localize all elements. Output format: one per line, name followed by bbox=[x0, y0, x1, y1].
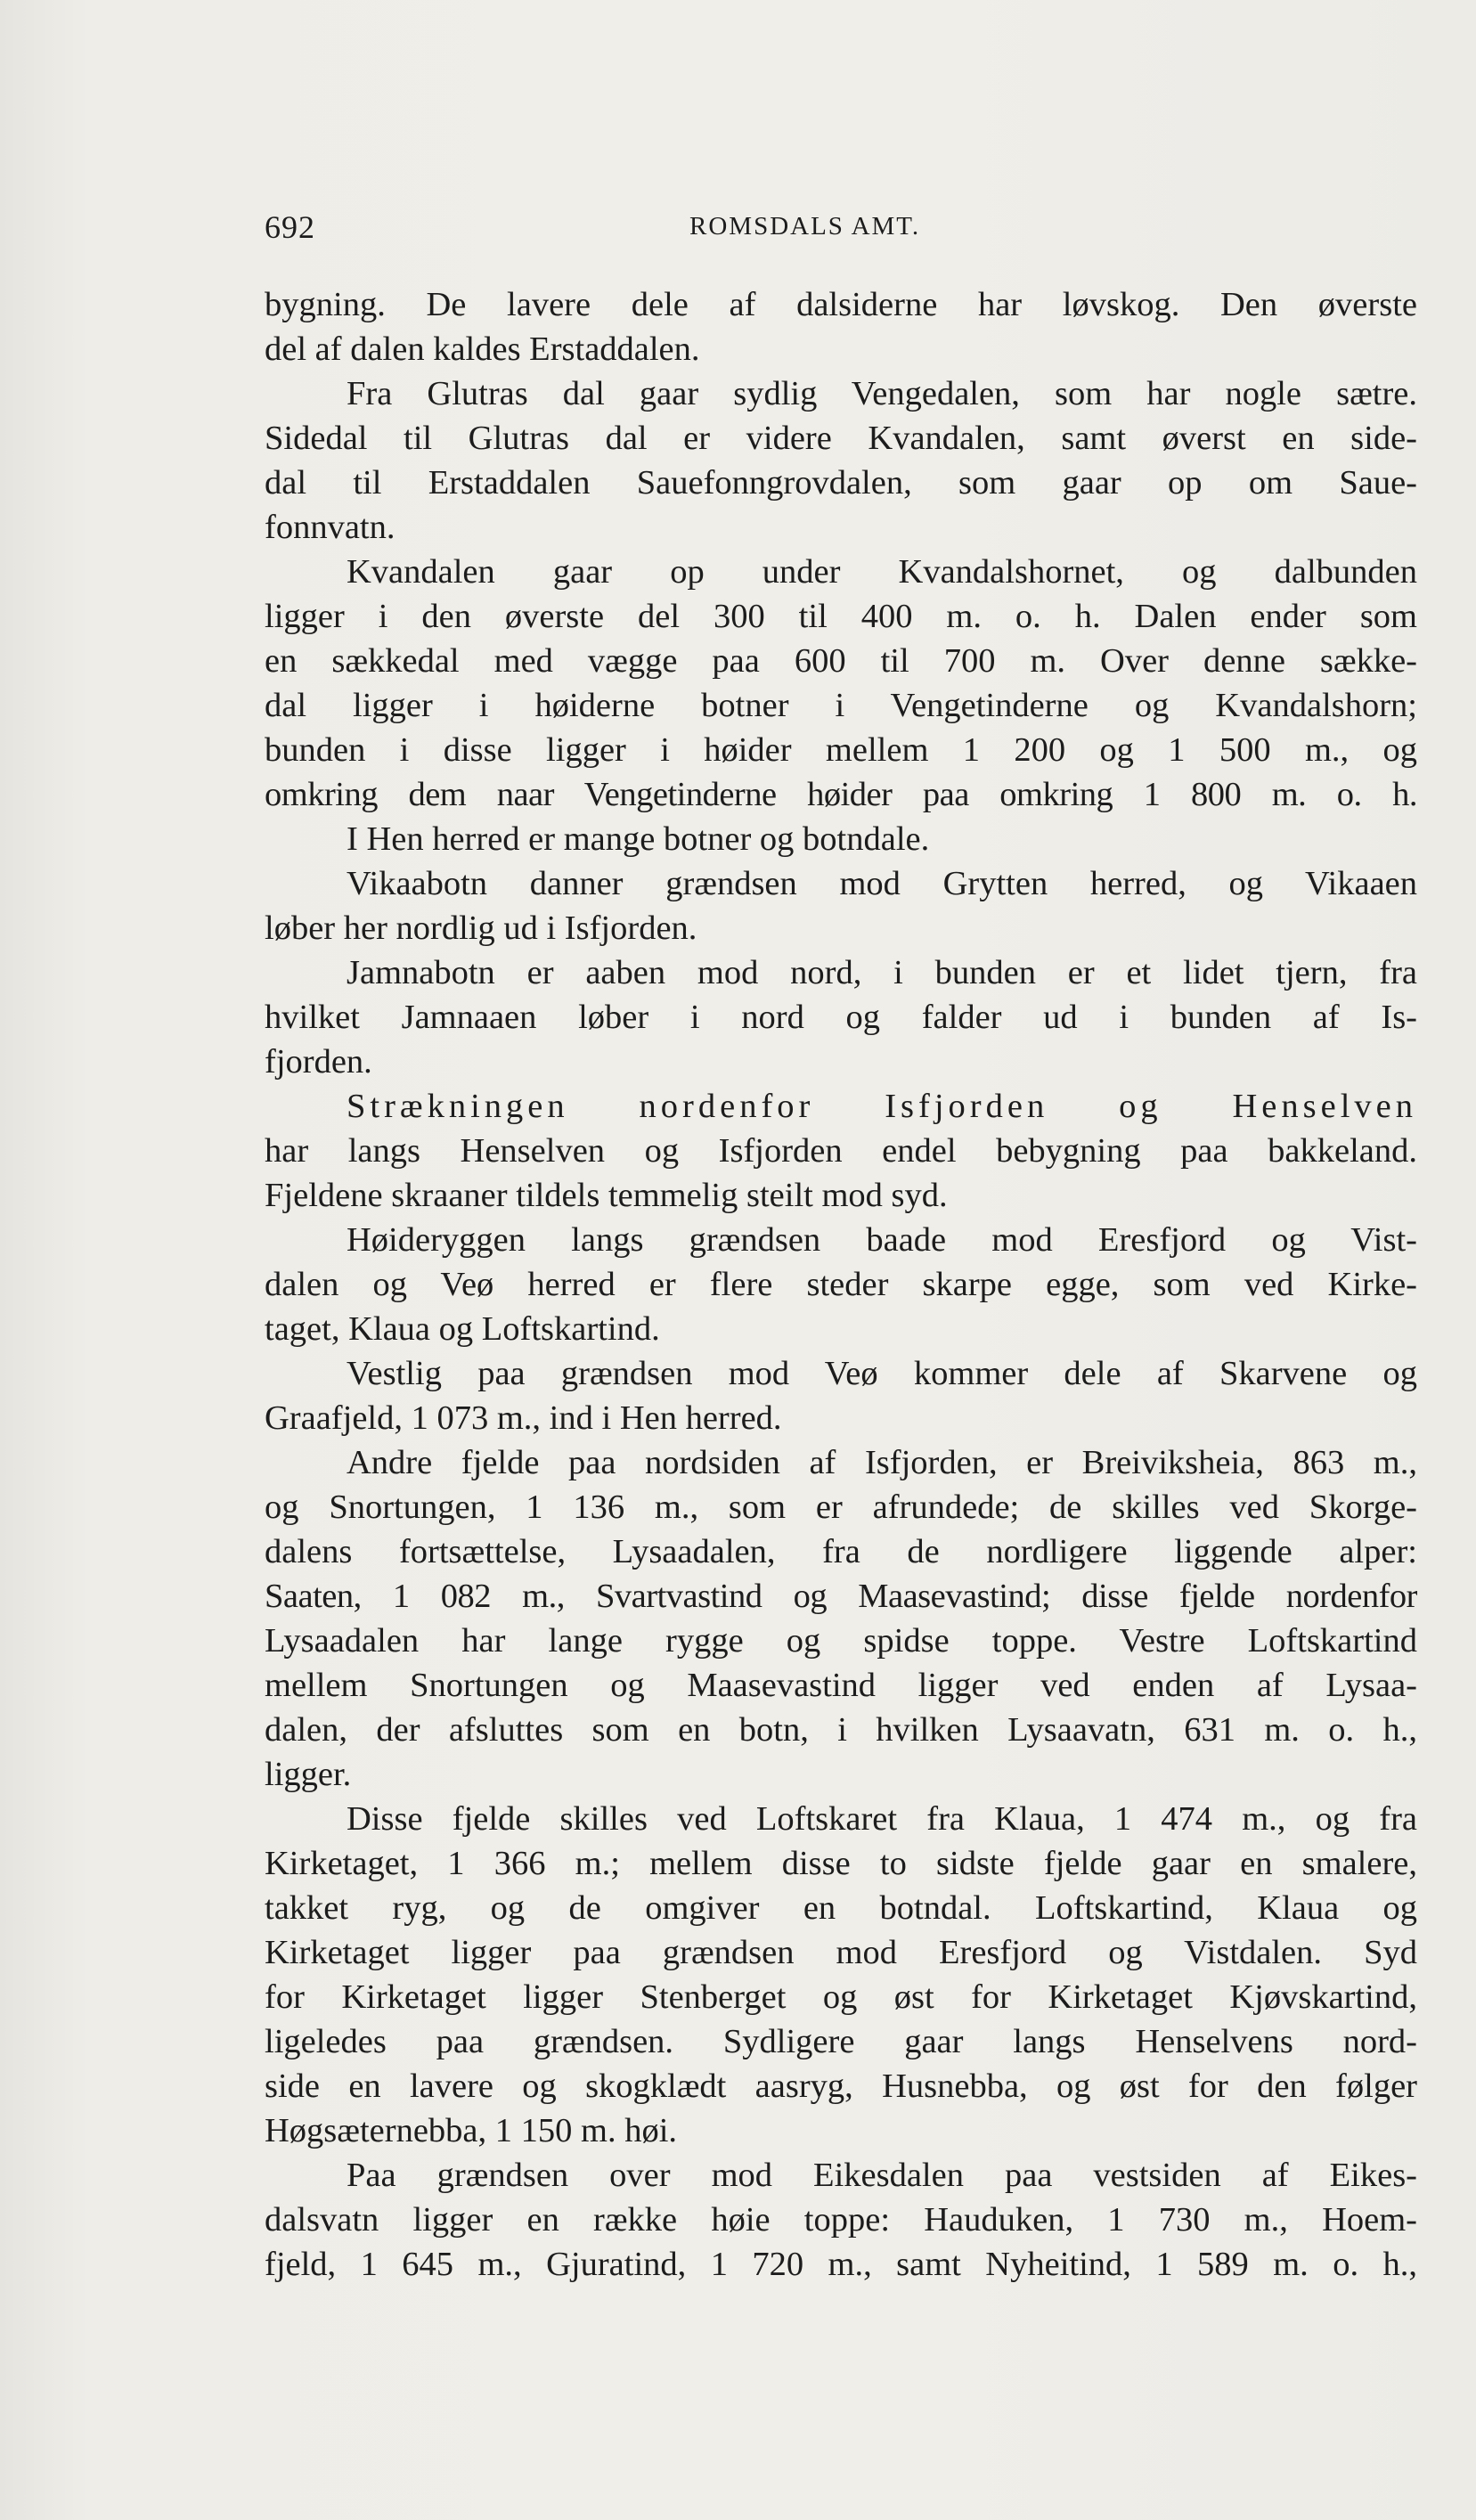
text-line: fjorden. bbox=[265, 1043, 372, 1081]
text-line: Graafjeld, 1 073 m., ind i Hen herred. bbox=[265, 1399, 782, 1437]
text-line: del af dalen kaldes Erstaddalen. bbox=[265, 330, 700, 368]
text-line: Saaten, 1 082 m., Svartvastind og Maasevastind; disse fjelde nordenfor bbox=[265, 1578, 1417, 1615]
text-line: dalen, der afsluttes som en botn, i hvilken Lysaavatn, 631 m. o. h., bbox=[265, 1711, 1417, 1749]
page-header bbox=[265, 208, 1423, 253]
text-line: Paa grændsen over mod Eikesdalen paa vestsiden af Eikes- bbox=[347, 2157, 1417, 2194]
text-line: mellem Snortungen og Maasevastind ligger ved enden af Lysaa- bbox=[265, 1667, 1417, 1704]
text-line: I Hen herred er mange botner og botndale. bbox=[347, 820, 930, 858]
text-line: Høideryggen langs grændsen baade mod Eresfjord og Vist- bbox=[347, 1221, 1417, 1259]
text-line: taget, Klaua og Loftskartind. bbox=[265, 1310, 660, 1348]
text-line: og Snortungen, 1 136 m., som er afrundede; de skilles ved Skorge- bbox=[265, 1488, 1417, 1526]
text-line: Jamnabotn er aaben mod nord, i bunden er et lidet tjern, fra bbox=[347, 954, 1417, 991]
text-line: dal til Erstaddalen Sauefonngrovdalen, som gaar op om Saue- bbox=[265, 464, 1417, 502]
text-line: Disse fjelde skilles ved Loftskaret fra Klaua, 1 474 m., og fra bbox=[347, 1800, 1417, 1838]
text-line: omkring dem naar Vengetinderne høider paa omkring 1 800 m. o. h. bbox=[265, 776, 1417, 813]
text-line: har langs Henselven og Isfjorden endel bebygning paa bakkeland. bbox=[265, 1132, 1417, 1170]
text-line: Fjeldene skraaner tildels temmelig steilt mod syd. bbox=[265, 1177, 948, 1214]
text-line: fonnvatn. bbox=[265, 509, 396, 546]
text-line: hvilket Jamnaaen løber i nord og falder ud i bunden af Is- bbox=[265, 999, 1417, 1036]
text-line: Vestlig paa grændsen mod Veø kommer dele af Skarvene og bbox=[347, 1355, 1417, 1392]
text-line: bygning. De lavere dele af dalsiderne har løvskog. Den øverste bbox=[265, 286, 1417, 323]
text-line: bunden i disse ligger i høider mellem 1 200 og 1 500 m., og bbox=[265, 731, 1417, 769]
text-line: Kirketaget, 1 366 m.; mellem disse to sidste fjelde gaar en smalere, bbox=[265, 1845, 1417, 1882]
text-line: Strækningen nordenfor Isfjorden og Henselven bbox=[347, 1088, 1417, 1125]
text-line: løber her nordlig ud i Isfjorden. bbox=[265, 909, 697, 947]
text-line: en sækkedal med vægge paa 600 til 700 m. Over denne sække- bbox=[265, 642, 1417, 680]
text-line: dalens fortsættelse, Lysaadalen, fra de nordligere liggende alper: bbox=[265, 1533, 1417, 1570]
text-line: Kvandalen gaar op under Kvandalshornet, og dalbunden bbox=[347, 553, 1417, 591]
text-line: Vikaabotn danner grændsen mod Grytten herred, og Vikaaen bbox=[347, 865, 1417, 902]
text-line: ligger. bbox=[265, 1756, 352, 1793]
text-line: ligger i den øverste del 300 til 400 m. o. h. Dalen ender som bbox=[265, 598, 1417, 635]
text-line: Sidedal til Glutras dal er videre Kvandalen, samt øverst en side- bbox=[265, 420, 1417, 457]
text-line: dalen og Veø herred er flere steder skarpe egge, som ved Kirke- bbox=[265, 1266, 1417, 1303]
text-line: side en lavere og skogklædt aasryg, Husnebba, og øst for den følger bbox=[265, 2067, 1417, 2105]
body-text bbox=[265, 282, 1417, 2287]
running-title: ROMSDALS AMT. bbox=[689, 212, 921, 241]
text-line: Fra Glutras dal gaar sydlig Vengedalen, som har nogle sætre. bbox=[347, 375, 1417, 412]
text-line: Andre fjelde paa nordsiden af Isfjorden, er Breiviksheia, 863 m., bbox=[347, 1444, 1417, 1481]
text-line: dal ligger i høiderne botner i Vengetinderne og Kvandalshorn; bbox=[265, 687, 1417, 724]
text-line: fjeld, 1 645 m., Gjuratind, 1 720 m., samt Nyheitind, 1 589 m. o. h., bbox=[265, 2246, 1417, 2283]
text-line: dalsvatn ligger en række høie toppe: Hauduken, 1 730 m., Hoem- bbox=[265, 2201, 1417, 2239]
text-line: Lysaadalen har lange rygge og spidse toppe. Vestre Loftskartind bbox=[265, 1622, 1417, 1660]
page-number: 692 bbox=[265, 209, 315, 245]
text-line: Høgsæternebba, 1 150 m. høi. bbox=[265, 2112, 678, 2149]
text-line: ligeledes paa grændsen. Sydligere gaar langs Henselvens nord- bbox=[265, 2023, 1417, 2060]
text-line: for Kirketaget ligger Stenberget og øst for Kirketaget Kjøvskartind, bbox=[265, 1978, 1417, 2016]
text-line: Kirketaget ligger paa grændsen mod Eresfjord og Vistdalen. Syd bbox=[265, 1934, 1417, 1971]
text-line: takket ryg, og de omgiver en botndal. Loftskartind, Klaua og bbox=[265, 1889, 1417, 1927]
